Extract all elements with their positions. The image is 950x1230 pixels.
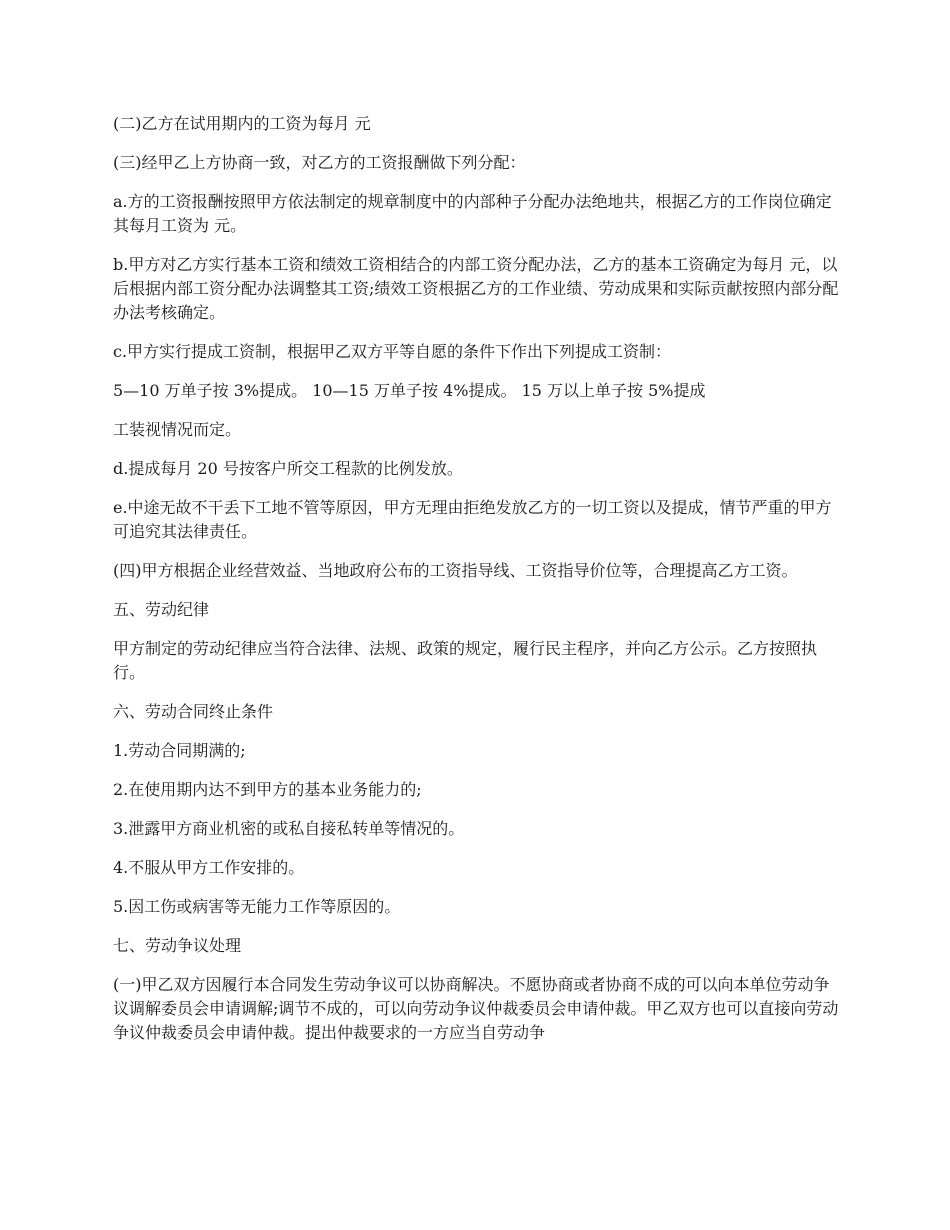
salary-probation-paragraph: (二)乙方在试用期内的工资为每月 元 <box>113 114 371 133</box>
dispute-paragraph: (一)甲乙双方因履行本合同发生劳动争议可以协商解决。不愿协商或者协商不成的可以向本单位劳动争议调解委员会申请调解;调节不成的，可以向劳动争议仲裁委员会申请仲裁。甲乙双方也可以直接向劳动争议仲裁委员会申请仲裁。提出仲裁要求的一方应当自劳动争 <box>113 975 839 1042</box>
termination-item-2: 2.在使用期内达不到甲方的基本业务能力的; <box>113 780 422 799</box>
salary-raise-paragraph: (四)甲方根据企业经营效益、当地政府公布的工资指导线、工资指导价位等，合理提高乙方工资。 <box>113 561 798 580</box>
document-body <box>113 112 839 1060</box>
termination-item-5: 5.因工伤或病害等无能力工作等原因的。 <box>113 897 401 916</box>
section-heading-dispute: 七、劳动争议处理 <box>113 936 242 955</box>
clause-b-paragraph: b.甲方对乙方实行基本工资和绩效工资相结合的内部工资分配办法，乙方的基本工资确定为每月 元，以后根据内部工资分配办法调整其工资;绩效工资根据乙方的工作业绩、劳动成果和实际贡献按照内部分配办法考核确定。 <box>113 255 839 322</box>
clause-e-paragraph: e.中途无故不干丢下工地不管等原因，甲方无理由拒绝发放乙方的一切工资以及提成，情节严重的甲方可追究其法律责任。 <box>113 498 832 541</box>
salary-distribution-paragraph: (三)经甲乙上方协商一致，对乙方的工资报酬做下列分配： <box>113 153 526 172</box>
termination-item-1: 1.劳动合同期满的; <box>113 741 246 760</box>
clause-c-paragraph: c.甲方实行提成工资制，根据甲乙双方平等自愿的条件下作出下列提成工资制： <box>113 342 672 361</box>
termination-item-3: 3.泄露甲方商业机密的或私自接私转单等情况的。 <box>113 819 465 838</box>
commission-rates-paragraph: 5—10 万单子按 3%提成。 10—15 万单子按 4%提成。 15 万以上单子按 5%提成 <box>113 381 706 400</box>
labor-discipline-paragraph: 甲方制定的劳动纪律应当符合法律、法规、政策的规定，履行民主程序，并向乙方公示。乙方按照执行。 <box>113 639 818 682</box>
termination-item-4: 4.不服从甲方工作安排的。 <box>113 858 305 877</box>
section-heading-termination: 六、劳动合同终止条件 <box>113 702 274 721</box>
section-heading-labor-discipline: 五、劳动纪律 <box>113 600 210 619</box>
clause-a-paragraph: a.方的工资报酬按照甲方依法制定的规章制度中的内部种子分配办法绝地共，根据乙方的工作岗位确定其每月工资为 元。 <box>113 192 832 235</box>
tooling-paragraph: 工装视情况而定。 <box>113 420 242 439</box>
clause-d-paragraph: d.提成每月 20 号按客户所交工程款的比例发放。 <box>113 459 463 478</box>
